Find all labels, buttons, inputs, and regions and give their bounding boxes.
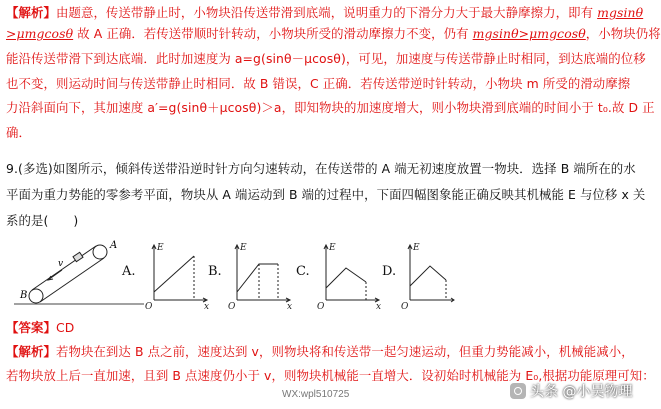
graph-c-curve: [326, 268, 366, 288]
graph-d-label-o: O: [401, 302, 409, 312]
analysis2-line2: 若物块放上后一直加速，且到 B 点速度仍小于 v，则物块机械能一直增大．设初始时机械能为 E₀,根据功能原理可知：: [6, 368, 655, 383]
graph-c-label-o: O: [317, 302, 325, 312]
graph-a-label-x: x: [204, 302, 210, 312]
analysis1-line6: 确．: [6, 125, 31, 140]
analysis1-line2: [6, 25, 661, 43]
graph-c-label-x: x: [376, 302, 382, 312]
analysis1-eq2: >μmgcosθ: [6, 26, 74, 41]
graph-d-label-e: E: [413, 243, 420, 253]
analysis1-text1: 由题意，传送带静止时，小物块沿传送带滑到底端，说明重力的下滑分力大于最大静摩擦力，即有: [55, 5, 594, 20]
option-c-label: C.: [296, 264, 310, 279]
graph-a-curve: [154, 256, 194, 292]
graph-b-curve: [237, 264, 278, 292]
graph-c: [324, 245, 379, 302]
graph-c-label-e: E: [329, 243, 336, 253]
option-b-label: B.: [208, 264, 222, 279]
analysis1-tag: 【解析】: [6, 5, 56, 20]
graph-b: [235, 245, 290, 302]
analysis1-text2-tail: ，小物块仍将: [585, 26, 661, 41]
analysis1-eq1: mgsinθ: [597, 5, 644, 20]
brand-text: 头条 @小吴物理: [530, 384, 633, 400]
graph-b-label-o: O: [228, 302, 236, 312]
question-figure: [14, 240, 454, 310]
analysis1-eq3: mgsinθ>μmgcosθ: [472, 26, 586, 41]
graph-a-label-e: E: [157, 243, 164, 253]
question-line3: 系的是( ): [6, 213, 79, 228]
velocity-arrow: [48, 270, 62, 280]
graph-d: [408, 245, 454, 302]
question-line1: 9.(多选)如图所示，倾斜传送带沿逆时针方向匀速转动，在传送带的 A 端无初速度放置一物块．选择 B 端所在的水: [6, 161, 636, 176]
graph-b-label-e: E: [240, 243, 247, 253]
answer-line: [6, 319, 634, 337]
belt-label-v: v: [58, 259, 64, 269]
analysis2-text1: 若物块在到达 B 点之前，速度达到 v，则物块将和传送带一起匀速运动，但重力势能减小，机械能减小，: [55, 344, 634, 359]
answer-tag: 【答案】: [6, 320, 56, 335]
analysis2-tag: 【解析】: [6, 344, 56, 359]
brand-badge: [510, 381, 632, 401]
analysis1-text2: 故 A 正确．若传送带顺时针转动，小物块所受的滑动摩擦力不变，仍有: [77, 26, 469, 41]
belt-label-b: B: [20, 290, 28, 301]
analysis1-line4: 也不变，则运动时间与传送带静止时相同．故 B 错误，C 正确．若传送带逆时针转动，小物块 m 所受的滑动摩擦: [6, 76, 631, 91]
option-d-label: D.: [382, 264, 397, 279]
graph-b-label-x: x: [287, 302, 293, 312]
graph-a-label-o: O: [145, 302, 153, 312]
graph-d-curve: [410, 266, 446, 286]
analysis1-line1: [6, 4, 644, 22]
question-line2: 平面为重力势能的零参考平面，物块从 A 端运动到 B 端的过程中，下面四幅图象能正确反映其机械能 E 与位移 x 关: [6, 187, 646, 202]
belt-label-a: A: [110, 240, 118, 251]
answer-value: CD: [55, 320, 75, 335]
analysis2-line1: [6, 343, 634, 361]
toutiao-logo-icon: [510, 383, 526, 399]
belt-top-edge: [32, 246, 96, 290]
analysis1-line5: 力沿斜面向下，其加速度 a′=g(sinθ＋μcosθ)＞a，即知物块的加速度增大，则小物块滑到底端的时间小于 t₀.故 D 正: [6, 100, 655, 115]
option-a-label: A.: [122, 264, 136, 279]
analysis1-line3: 能沿传送带滑下到达底端．此时加速度为 a=g(sinθ－μcosθ)，可见，加速度与传送带静止时相同，到达底端的位移: [6, 51, 646, 66]
watermark-text: WX:wpl510725: [282, 389, 350, 400]
graph-a: [152, 245, 207, 302]
